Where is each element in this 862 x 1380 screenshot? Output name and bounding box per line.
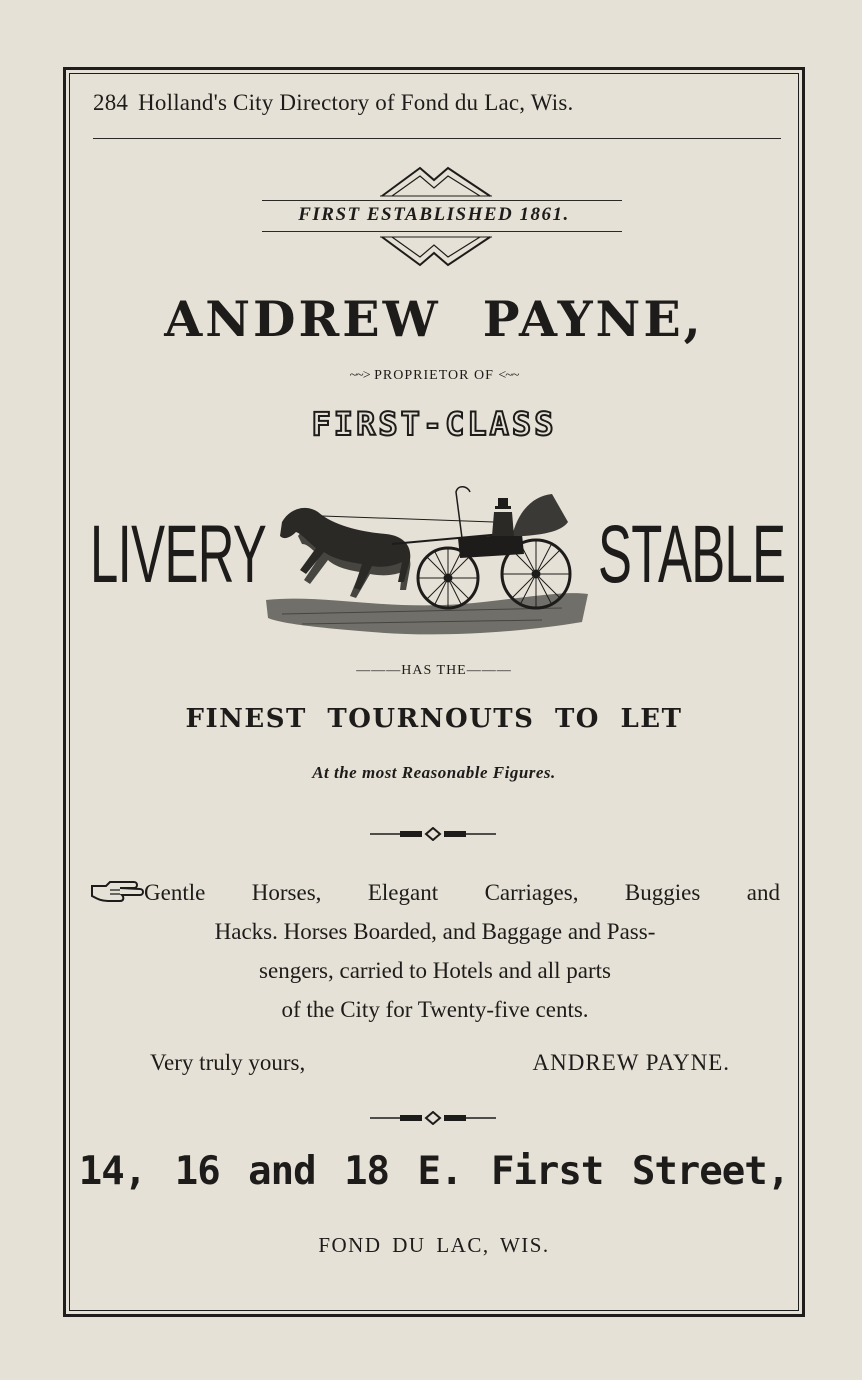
bottom-flourish-icon <box>378 235 494 273</box>
first-class-heading: FIRST-CLASS <box>311 405 557 443</box>
horse-carriage-illustration <box>262 482 592 642</box>
livery-word: LIVERY <box>90 509 267 600</box>
body-line-2: Hacks. Horses Boarded, and Baggage and Pass- <box>214 919 656 944</box>
header-rule <box>93 138 781 139</box>
street-address: 14, 16 and 18 E. First Street, <box>78 1149 790 1194</box>
ornament-divider-icon <box>370 1111 496 1125</box>
left-flourish-icon: ~~> <box>349 368 370 383</box>
running-header <box>93 90 573 116</box>
right-flourish-icon: <~~ <box>498 368 519 383</box>
closing-text: Very truly yours, <box>150 1050 306 1075</box>
established-rule-bottom <box>262 231 622 232</box>
signature-name: ANDREW PAYNE. <box>532 1050 730 1075</box>
proprietor-of-line <box>69 368 799 384</box>
stable-word: STABLE <box>598 509 786 600</box>
city-line: FOND DU LAC, WIS. <box>318 1233 550 1257</box>
has-the-text: HAS THE <box>401 663 467 678</box>
page-number: 284 <box>93 90 129 115</box>
finest-tournouts-heading: FINEST TOURNOUTS TO LET <box>185 704 683 734</box>
services-paragraph <box>90 873 780 1029</box>
proprietor-name: ANDREW PAYNE, <box>164 290 704 348</box>
pointing-hand-icon <box>90 880 144 904</box>
right-rule: ——— <box>466 663 512 678</box>
has-the-line <box>69 663 799 679</box>
ornament-divider-icon <box>370 827 496 841</box>
established-banner: FIRST ESTABLISHED 1861. <box>298 204 570 225</box>
proprietor-of-text: PROPRIETOR OF <box>374 368 494 383</box>
left-rule: ——— <box>356 663 402 678</box>
body-line-3: sengers, carried to Hotels and all parts <box>259 958 611 983</box>
body-line-1: Gentle Horses, Elegant Carriages, Buggies and <box>90 873 780 912</box>
reasonable-figures-line: At the most Reasonable Figures. <box>312 763 556 782</box>
body-line-4: of the City for Twenty-five cents. <box>281 997 589 1022</box>
sign-off <box>150 1050 730 1076</box>
directory-title: Holland's City Directory of Fond du Lac, Wis. <box>138 90 574 115</box>
top-flourish-icon <box>378 162 494 198</box>
established-rule-top <box>262 200 622 201</box>
